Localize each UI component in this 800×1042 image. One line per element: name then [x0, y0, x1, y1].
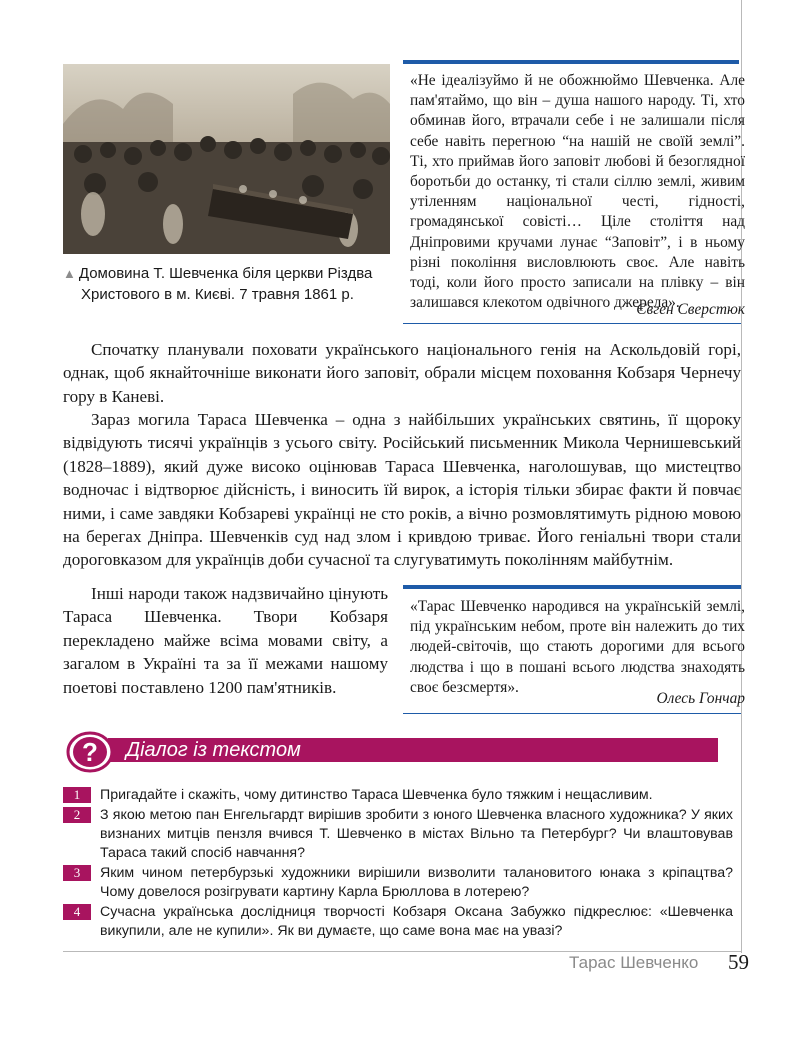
paragraph-text: Зараз могила Тараса Шевченка – одна з найбільших українських святинь, її щороку відвідують тисячі українців з усього світу. Російський письменник Микола Чернишевський (1828–1889), який дуже високо оцінював Тараса Шевченка, наголошував, що мистецтво водночас і відтворює дійсність, і виносить їй вирок, а історія тільки збирає факти й повчає ними, і саме завдяки Кобзареві українці не сто років, а вічно розмовлятимуть рідною мовою на берегах Дніпра. Шевченків суд над злом і кривдою триває. Його геніальні твори стали дороговказом для українців доби сучасної та слугуватимуть поколінням майбутнім.: [63, 410, 741, 570]
page-number: 59: [728, 950, 749, 974]
question-text: Яким чином петербурзькі художники вирішили визволити талановитого юнака з кріпацтва? Чому довелося розігрувати картину Карла Брюллова в лотерею?: [100, 865, 733, 900]
question-number: 1: [63, 787, 91, 803]
triangle-up-icon: ▲: [63, 266, 76, 281]
quote-author-honchar: Олесь Гончар: [656, 690, 745, 707]
question-text: З якою метою пан Енгельгардт вирішив зробити з юного Шевченка власного художника? У яких визнаних митців пензля вчився Т. Шевченко в містах Вільно та Петербург? Чи влаштовував Тараса такий спосіб навчання?: [100, 807, 733, 861]
quote2-bottom-rule: [403, 713, 741, 714]
body-paragraph-1: [63, 338, 741, 408]
question-number: 3: [63, 865, 91, 881]
photo-caption: [63, 263, 393, 305]
question-number: 4: [63, 904, 91, 920]
body-paragraph-3: Інші народи також надзвичайно цінують Тараса Шевченка. Твори Кобзаря перекладено майже всіма мовами світу, а загалом в Україні та за її межами нашому поетові поставлено 1200 пам'ятників.: [63, 584, 388, 697]
question-item: [63, 786, 733, 805]
question-item: [63, 903, 733, 941]
quote-top-rule: [403, 60, 739, 64]
question-number: 2: [63, 807, 91, 823]
question-mark-icon: [66, 731, 114, 773]
question-item: [63, 864, 733, 902]
honchar-quote: «Тарас Шевченко народився на українській землі, під українським небом, проте він належить до тих людей-світочів, що стають дорогими для всього людства і що в пошані всього людства знаходять своє безсмертя».: [410, 598, 745, 696]
question-item: [63, 806, 733, 863]
body-paragraph-2: [63, 408, 741, 572]
quote-author-sverstyuk: Євген Сверстюк: [636, 301, 745, 318]
question-text: Сучасна українська дослідниця творчості Кобзаря Оксана Забужко підкреслює: «Шевченка викупили, але не купили». Як ви думаєте, що саме вона має на увазі?: [100, 904, 733, 939]
quote-bottom-rule: [403, 323, 741, 324]
svg-text:?: ?: [82, 737, 98, 767]
question-text: Пригадайте і скажіть, чому дитинство Тараса Шевченка було тяжким і нещасливим.: [100, 787, 653, 803]
funeral-photo: [63, 64, 390, 254]
paragraph-text: Спочатку планували поховати українського національного генія на Аскольдовій горі, однак, щоб якнайточніше виконати його заповіт, обрали місцем поховання Кобзаря Чернечу гору в Каневі.: [63, 340, 741, 406]
quote2-top-rule: [403, 585, 741, 589]
dialog-title: Діалог із текстом: [126, 739, 301, 761]
sverstyuk-quote: «Не ідеалізуймо й не обожнюймо Шевченка. Але пам'ятаймо, що він – душа нашого народу. Ті, хто обминав його, втрачали себе і не залишали після себе навіть перегною “на нашій не своїй землі”. Ті, хто приймав його заповіт любові й безоглядної боротьби до останку, ті стали сіллю землі, живим утіленням національної честі, гідності, громадянської совісті… Ціле століття над Дніпровими кручами лунає “Заповіт”, і в ньому різні покоління висловлюють своє. Але навіть тоді, коли його просто записали на плівку – він залишався клекотом одвічного джерела».: [410, 72, 745, 312]
caption-line-2: Христового в м. Києві. 7 травня 1861 р.: [81, 286, 354, 303]
running-footer-title: Тарас Шевченко: [569, 953, 699, 972]
caption-line-1: Домовина Т. Шевченка біля церкви Різдва: [78, 265, 373, 282]
